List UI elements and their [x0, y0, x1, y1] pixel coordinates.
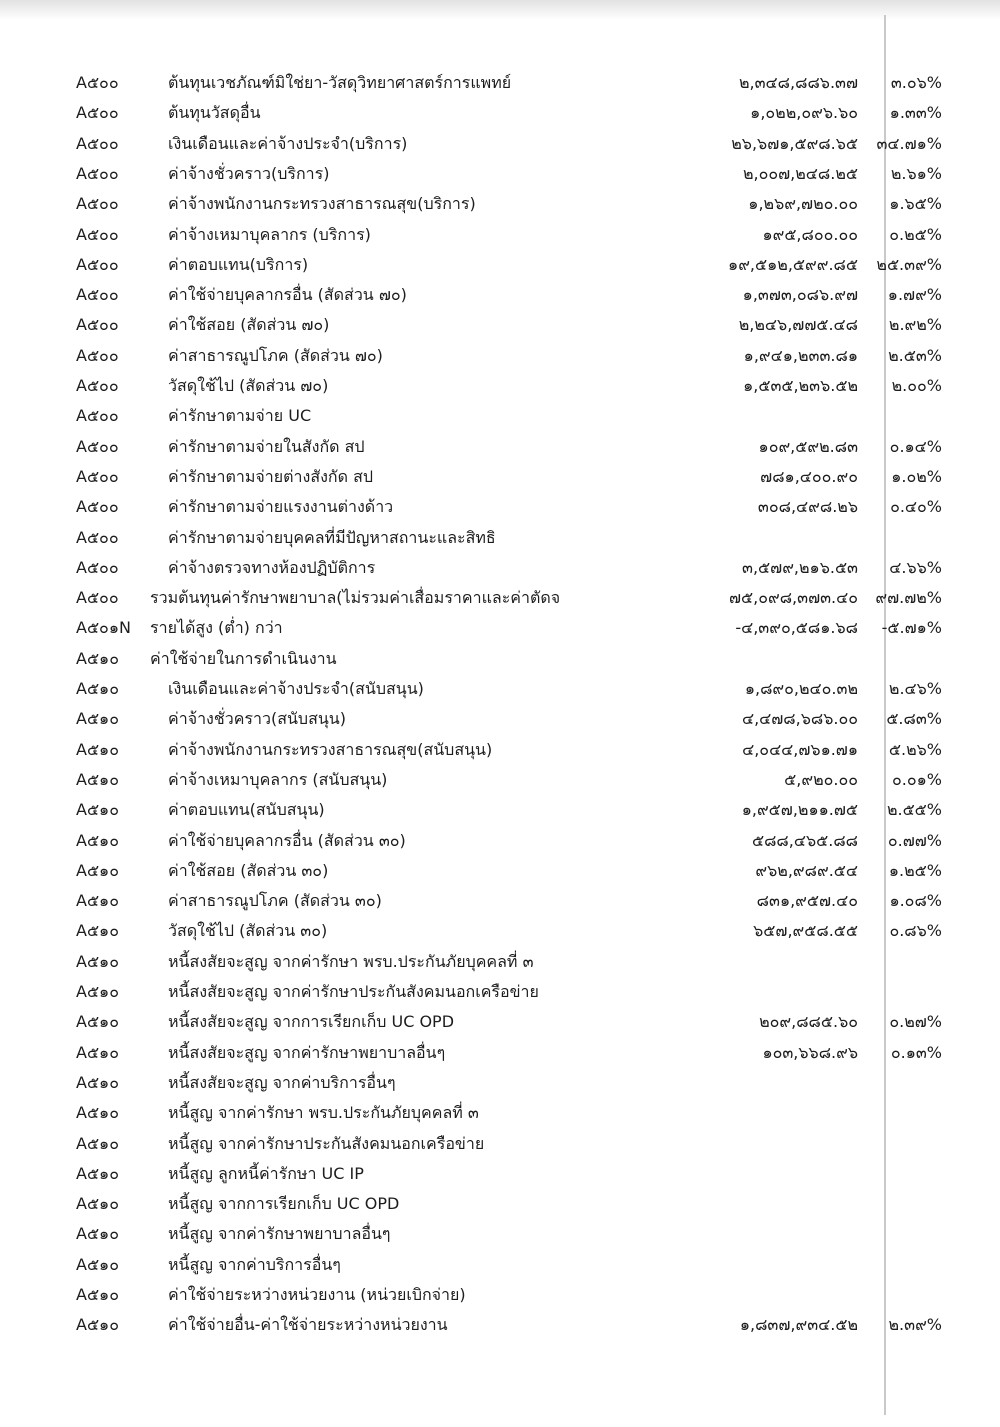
table-row	[0, 977, 1000, 1007]
table-row	[0, 159, 1000, 189]
account-code: A๕๐๐	[76, 527, 119, 547]
amount-value: ๑,๕๓๕,๒๓๖.๕๒	[743, 376, 858, 395]
amount-value: ๓๐๘,๔๙๘.๒๖	[757, 497, 858, 517]
account-label: รวมต้นทุนค่ารักษาพยาบาล(ไม่รวมค่าเสื่อมราคาและค่าตัดจ	[150, 588, 561, 608]
account-label: หนี้สงสัยจะสูญ จากค่ารักษา พรบ.ประกันภัยบุคคลที่ ๓	[168, 951, 534, 971]
table-row	[0, 1159, 1000, 1189]
percent-value: ๑.๓๓%	[889, 103, 942, 123]
account-code: A๕๐๐	[76, 557, 119, 577]
account-code: A๕๐๐	[76, 133, 119, 153]
account-label: หนี้สงสัยจะสูญ จากค่ารักษาพยาบาลอื่นๆ	[168, 1042, 446, 1062]
table-row	[0, 644, 1000, 674]
account-code: A๕๐๐	[76, 73, 119, 92]
account-label: ค่ารักษาตามจ่ายแรงงานต่างด้าว	[168, 497, 394, 517]
account-label: ค่าใช้จ่ายในการดำเนินงาน	[150, 648, 337, 668]
amount-value: ๑,๐๒๒,๐๙๖.๖๐	[750, 103, 858, 123]
account-label: ค่าใช้จ่ายบุคลากรอื่น (สัดส่วน ๓๐)	[168, 830, 406, 850]
table-row	[0, 432, 1000, 462]
account-code: A๕๐๐	[76, 466, 119, 486]
account-code: A๕๑๐	[76, 648, 119, 668]
percent-value: ๒.๓๙%	[888, 1315, 942, 1335]
account-code: A๕๑๐	[76, 921, 119, 941]
amount-value: -๔,๓๙๐,๕๘๑.๖๘	[735, 618, 858, 638]
table-row	[0, 1310, 1000, 1340]
account-label: เงินเดือนและค่าจ้างประจำ(สนับสนุน)	[168, 679, 424, 698]
table-row	[0, 341, 1000, 371]
amount-value: ๑,๘๓๗,๙๓๔.๕๒	[739, 1315, 858, 1335]
amount-value: ๑๙๕,๘๐๐.๐๐	[762, 224, 858, 244]
amount-value: ๑๙,๕๑๒,๕๙๙.๘๕	[728, 254, 858, 274]
amount-value: ๕๘๘,๔๖๕.๘๘	[751, 830, 858, 850]
percent-value: ๕.๒๖%	[888, 739, 942, 759]
table-row	[0, 1219, 1000, 1249]
table-row	[0, 735, 1000, 765]
table-row	[0, 1250, 1000, 1280]
table-row	[0, 401, 1000, 431]
account-label: หนี้สูญ จากค่ารักษา พรบ.ประกันภัยบุคคลที่ ๓	[168, 1103, 479, 1123]
amount-value: ๑,๙๔๑,๒๓๓.๘๑	[743, 345, 858, 365]
table-row	[0, 674, 1000, 704]
account-code: A๕๑๐	[76, 830, 119, 850]
percent-value: ๒.๙๒%	[888, 315, 942, 335]
account-label: หนี้สงสัยจะสูญ จากค่าบริการอื่นๆ	[168, 1072, 396, 1092]
percent-value: -๕.๗๑%	[881, 618, 942, 638]
account-code: A๕๑๐	[76, 1133, 119, 1153]
table-row	[0, 189, 1000, 219]
account-label: ค่าใช้จ่ายบุคลากรอื่น (สัดส่วน ๗๐)	[168, 285, 407, 305]
account-label: ต้นทุนเวชภัณฑ์มิใช่ยา-วัสดุวิทยาศาสตร์การแพทย์	[168, 73, 512, 92]
amount-value: ๒,๐๐๗,๒๔๘.๒๕	[742, 163, 858, 183]
account-label: หนี้สูญ ลูกหนี้ค่ารักษา UC IP	[168, 1163, 364, 1183]
table-row	[0, 1007, 1000, 1037]
table-row	[0, 856, 1000, 886]
scan-top-shadow	[0, 0, 1000, 20]
percent-value: ๙๗.๗๒%	[875, 588, 942, 608]
account-code: A๕๑๐	[76, 1042, 119, 1062]
account-label: ค่ารักษาตามจ่ายต่างสังกัด สป	[168, 466, 374, 486]
account-code: A๕๑๐	[76, 1254, 119, 1274]
table-row	[0, 371, 1000, 401]
table-row	[0, 1189, 1000, 1219]
account-label: เงินเดือนและค่าจ้างประจำ(บริการ)	[168, 133, 408, 153]
table-row	[0, 129, 1000, 159]
account-label: ต้นทุนวัสดุอื่น	[168, 103, 261, 123]
account-code: A๕๑๐	[76, 1285, 119, 1304]
amount-value: ๑,๒๖๙,๗๒๐.๐๐	[748, 194, 858, 214]
table-row	[0, 98, 1000, 128]
account-code: A๕๐๐	[76, 588, 119, 608]
account-code: A๕๐๐	[76, 254, 119, 274]
account-label: ค่าสาธารณูปโภค (สัดส่วน ๗๐)	[168, 345, 383, 365]
amount-value: ๙๖๒,๙๘๙.๕๔	[755, 860, 858, 880]
table-row	[0, 886, 1000, 916]
account-label: หนี้สงสัยจะสูญ จากค่ารักษาประกันสังคมนอกเครือข่าย	[168, 982, 539, 1001]
amount-value: ๖๕๗,๙๕๘.๕๕	[753, 921, 858, 941]
percent-value: ๓.๐๖%	[890, 73, 942, 92]
account-label: ค่าจ้างตรวจทางห้องปฏิบัติการ	[168, 557, 376, 577]
account-code: A๕๑๐	[76, 1012, 119, 1032]
account-code: A๕๐๐	[76, 497, 119, 517]
account-code: A๕๑๐	[76, 679, 119, 698]
account-code: A๕๐๐	[76, 376, 119, 395]
account-label: วัสดุใช้ไป (สัดส่วน ๗๐)	[168, 376, 329, 395]
account-code: A๕๑๐	[76, 739, 119, 759]
table-row	[0, 583, 1000, 613]
account-label: ค่ารักษาตามจ่ายในสังกัด สป	[168, 436, 365, 456]
account-label: หนี้สูญ จากการเรียกเก็บ UC OPD	[168, 1194, 400, 1214]
account-label: ค่าจ้างพนักงานกระทรวงสาธารณสุข(สนับสนุน)	[168, 739, 493, 759]
amount-value: ๔,๐๔๔,๗๖๑.๗๑	[742, 739, 858, 759]
amount-value: ๑,๓๗๓,๐๘๖.๙๗	[742, 285, 858, 305]
account-code: A๕๐๐	[76, 103, 119, 123]
account-label: ค่าจ้างชั่วคราว(สนับสนุน)	[168, 709, 346, 729]
amount-value: ๒,๒๔๖,๗๗๕.๔๘	[738, 315, 858, 335]
account-label: ค่าใช้จ่ายอื่น-ค่าใช้จ่ายระหว่างหน่วยงาน	[168, 1315, 448, 1335]
account-label: หนี้สูญ จากค่ารักษาประกันสังคมนอกเครือข่าย	[168, 1133, 485, 1153]
account-code: A๕๐๐	[76, 315, 119, 335]
percent-value: ๕.๘๓%	[886, 709, 942, 729]
percent-value: ๐.๐๑%	[892, 769, 942, 789]
percent-value: ๒.๐๐%	[891, 376, 942, 395]
account-label: ค่ารักษาตามจ่ายบุคคลที่มีปัญหาสถานะและสิทธิ	[168, 527, 496, 547]
account-label: หนี้สงสัยจะสูญ จากการเรียกเก็บ UC OPD	[168, 1012, 455, 1032]
percent-value: ๑.๗๙%	[887, 285, 942, 305]
table-row	[0, 1280, 1000, 1310]
percent-value: ๐.๒๗%	[889, 1012, 942, 1032]
percent-value: ๒.๕๓%	[888, 345, 942, 365]
account-code: A๕๑๐	[76, 1072, 119, 1092]
table-row	[0, 1129, 1000, 1159]
account-code: A๕๐๐	[76, 345, 119, 365]
percent-value: ๓๔.๗๑%	[876, 133, 942, 153]
amount-value: ๗๕,๐๙๘,๓๗๓.๔๐	[728, 588, 858, 608]
amount-value: ๔,๔๗๘,๖๘๖.๐๐	[741, 709, 858, 729]
account-label: ค่าใช้สอย (สัดส่วน ๓๐)	[168, 860, 329, 880]
account-code: A๕๐๐	[76, 285, 119, 305]
amount-value: ๕,๙๒๐.๐๐	[784, 769, 858, 789]
table-row	[0, 1038, 1000, 1068]
account-label: รายได้สูง (ต่ำ) กว่า	[150, 618, 283, 638]
account-label: ค่าใช้จ่ายระหว่างหน่วยงาน (หน่วยเบิกจ่าย)	[168, 1285, 466, 1304]
table-row	[0, 765, 1000, 795]
amount-value: ๒,๓๔๘,๘๘๖.๓๗	[738, 73, 858, 92]
percent-value: ๐.๑๓%	[890, 1042, 942, 1062]
percent-value: ๒๕.๓๙%	[876, 254, 942, 274]
table-row	[0, 523, 1000, 553]
table-row	[0, 250, 1000, 280]
account-code: A๕๐๐	[76, 406, 119, 426]
table-row	[0, 492, 1000, 522]
account-code: A๕๑๐	[76, 709, 119, 729]
percent-value: ๑.๖๕%	[889, 194, 942, 214]
account-code: A๕๑๐	[76, 860, 119, 880]
percent-value: ๐.๑๔%	[889, 436, 942, 456]
account-code: A๕๑๐	[76, 1163, 119, 1183]
account-label: หนี้สูญ จากค่าบริการอื่นๆ	[168, 1254, 341, 1274]
table-row	[0, 553, 1000, 583]
percent-value: ๑.๒๕%	[888, 860, 942, 880]
account-code: A๕๑๐	[76, 769, 119, 789]
account-code: A๕๐๐	[76, 194, 119, 214]
amount-value: ๓,๕๗๙,๒๑๖.๕๓	[742, 557, 858, 577]
percent-value: ๑.๐๒%	[891, 466, 942, 486]
percent-value: ๐.๘๖%	[889, 921, 942, 941]
percent-value: ๑.๐๘%	[889, 891, 942, 911]
percent-value: ๔.๖๖%	[889, 557, 942, 577]
table-row	[0, 826, 1000, 856]
account-code: A๕๑๐	[76, 800, 119, 820]
percent-value: ๒.๖๑%	[890, 163, 942, 183]
table-row	[0, 916, 1000, 946]
account-label: หนี้สูญ จากค่ารักษาพยาบาลอื่นๆ	[168, 1224, 391, 1244]
amount-value: ๑๐๙,๕๙๒.๘๓	[758, 436, 858, 456]
percent-value: ๐.๗๗%	[887, 830, 942, 850]
account-code: A๕๑๐	[76, 891, 119, 911]
table-row	[0, 613, 1000, 643]
amount-value: ๘๓๑,๙๕๗.๔๐	[756, 891, 858, 911]
table-row	[0, 280, 1000, 310]
table-row	[0, 1098, 1000, 1128]
percent-value: ๒.๕๕%	[886, 800, 942, 820]
account-label: ค่าตอบแทน(สนับสนุน)	[168, 800, 325, 820]
amount-value: ๑๐๓,๖๖๘.๙๖	[762, 1042, 858, 1062]
percent-value: ๐.๒๕%	[889, 224, 942, 244]
table-row	[0, 310, 1000, 340]
account-label: ค่าใช้สอย (สัดส่วน ๗๐)	[168, 315, 330, 335]
table-row	[0, 1068, 1000, 1098]
account-label: ค่าสาธารณูปโภค (สัดส่วน ๓๐)	[168, 891, 382, 911]
account-code: A๕๑๐	[76, 1103, 119, 1123]
account-code: A๕๐๐	[76, 224, 119, 244]
amount-value: ๗๘๑,๔๐๐.๙๐	[760, 466, 858, 486]
account-label: ค่าจ้างเหมาบุคลากร (สนับสนุน)	[168, 769, 388, 789]
account-label: ค่าตอบแทน(บริการ)	[168, 254, 309, 274]
account-code: A๕๑๐	[76, 1194, 119, 1214]
table-row	[0, 704, 1000, 734]
amount-value: ๑,๙๕๗,๒๑๑.๗๕	[741, 800, 858, 820]
amount-value: ๒๐๙,๘๘๕.๖๐	[759, 1012, 858, 1032]
table-row	[0, 68, 1000, 98]
table-row	[0, 795, 1000, 825]
account-label: วัสดุใช้ไป (สัดส่วน ๓๐)	[168, 921, 328, 941]
account-label: ค่าจ้างชั่วคราว(บริการ)	[168, 163, 330, 183]
account-code: A๕๑๐	[76, 1315, 119, 1335]
percent-value: ๒.๔๖%	[888, 679, 942, 698]
account-code: A๕๐๐	[76, 436, 119, 456]
account-code: A๕๐๐	[76, 163, 119, 183]
table-row	[0, 220, 1000, 250]
account-code: A๕๐๑N	[76, 618, 131, 638]
account-code: A๕๑๐	[76, 982, 119, 1001]
amount-value: ๒๖,๖๗๑,๕๙๘.๖๕	[731, 133, 858, 153]
account-label: ค่าจ้างเหมาบุคลากร (บริการ)	[168, 224, 371, 244]
account-label: ค่ารักษาตามจ่าย UC	[168, 406, 312, 426]
table-row	[0, 462, 1000, 492]
amount-value: ๑,๘๙๐,๒๔๐.๓๒	[744, 679, 858, 698]
account-code: A๕๑๐	[76, 951, 119, 971]
percent-value: ๐.๔๐%	[890, 497, 942, 517]
account-code: A๕๑๐	[76, 1224, 119, 1244]
account-label: ค่าจ้างพนักงานกระทรวงสาธารณสุข(บริการ)	[168, 194, 476, 214]
table-row	[0, 947, 1000, 977]
